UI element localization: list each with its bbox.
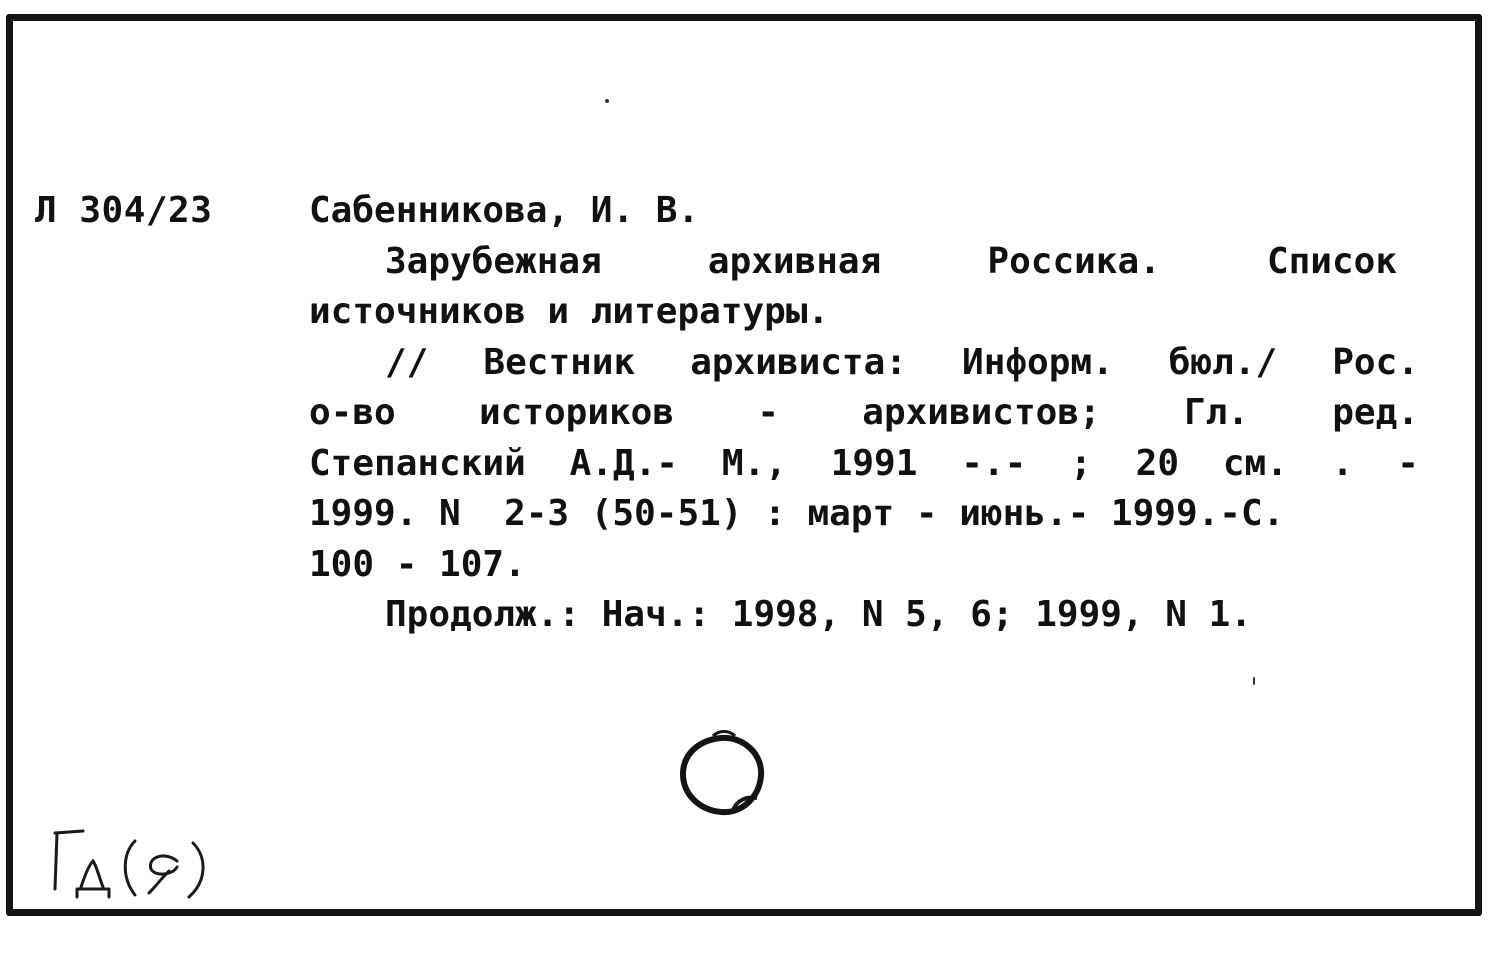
source-word: М., <box>721 442 787 484</box>
source-word: А.Д.- <box>569 442 678 484</box>
source-word: Гл. <box>1183 392 1249 433</box>
shelf-mark: Л 304/23 <box>35 190 213 231</box>
source-word: ; <box>1070 442 1092 484</box>
source-word: Степанский <box>309 442 526 484</box>
title-word: Список <box>1266 240 1397 282</box>
source-word: о-во <box>309 392 396 433</box>
source-word: Вестник <box>483 341 636 383</box>
punch-hole-icon <box>673 726 769 822</box>
bibliographic-entry <box>309 186 1419 641</box>
source-word: - <box>757 392 779 433</box>
title-word: Россика. <box>987 240 1161 282</box>
ink-speck <box>1253 677 1255 685</box>
author-line: Сабенникова, И. В. <box>309 190 700 231</box>
source-word: 1991 <box>830 442 918 484</box>
source-line-4: 1999. N 2-3 (50-51) : март - июнь.- 1999.-С. <box>309 493 1285 534</box>
source-word: . <box>1331 442 1354 484</box>
source-line-2 <box>309 388 1419 439</box>
source-line-5: 100 - 107. <box>309 543 526 585</box>
source-word: - <box>1397 442 1419 484</box>
source-line-1 <box>309 338 1419 389</box>
source-word: 20 <box>1135 442 1179 484</box>
source-word: ред. <box>1332 392 1419 433</box>
source-word: Рос. <box>1332 341 1419 383</box>
continuation-note: Продолж.: Нач.: 1998, N 5, 6; 1999, N 1. <box>385 594 1252 635</box>
source-word: // <box>385 341 429 383</box>
source-word: историков <box>478 392 675 433</box>
title-line-2: источников и литературы. <box>309 291 830 332</box>
source-word: см. <box>1222 442 1288 484</box>
catalog-card <box>6 14 1482 916</box>
source-word: бюл./ <box>1168 341 1278 383</box>
source-word: архивистов; <box>862 392 1101 433</box>
title-word: Зарубежная <box>385 240 602 282</box>
handwritten-note <box>43 827 243 907</box>
title-line-1 <box>309 237 1419 288</box>
source-line-3 <box>309 439 1419 490</box>
ink-speck <box>605 99 609 103</box>
source-word: -.- <box>961 442 1027 484</box>
title-word: архивная <box>707 240 882 282</box>
source-word: архивиста: <box>690 341 907 383</box>
source-word: Информ. <box>962 341 1114 383</box>
